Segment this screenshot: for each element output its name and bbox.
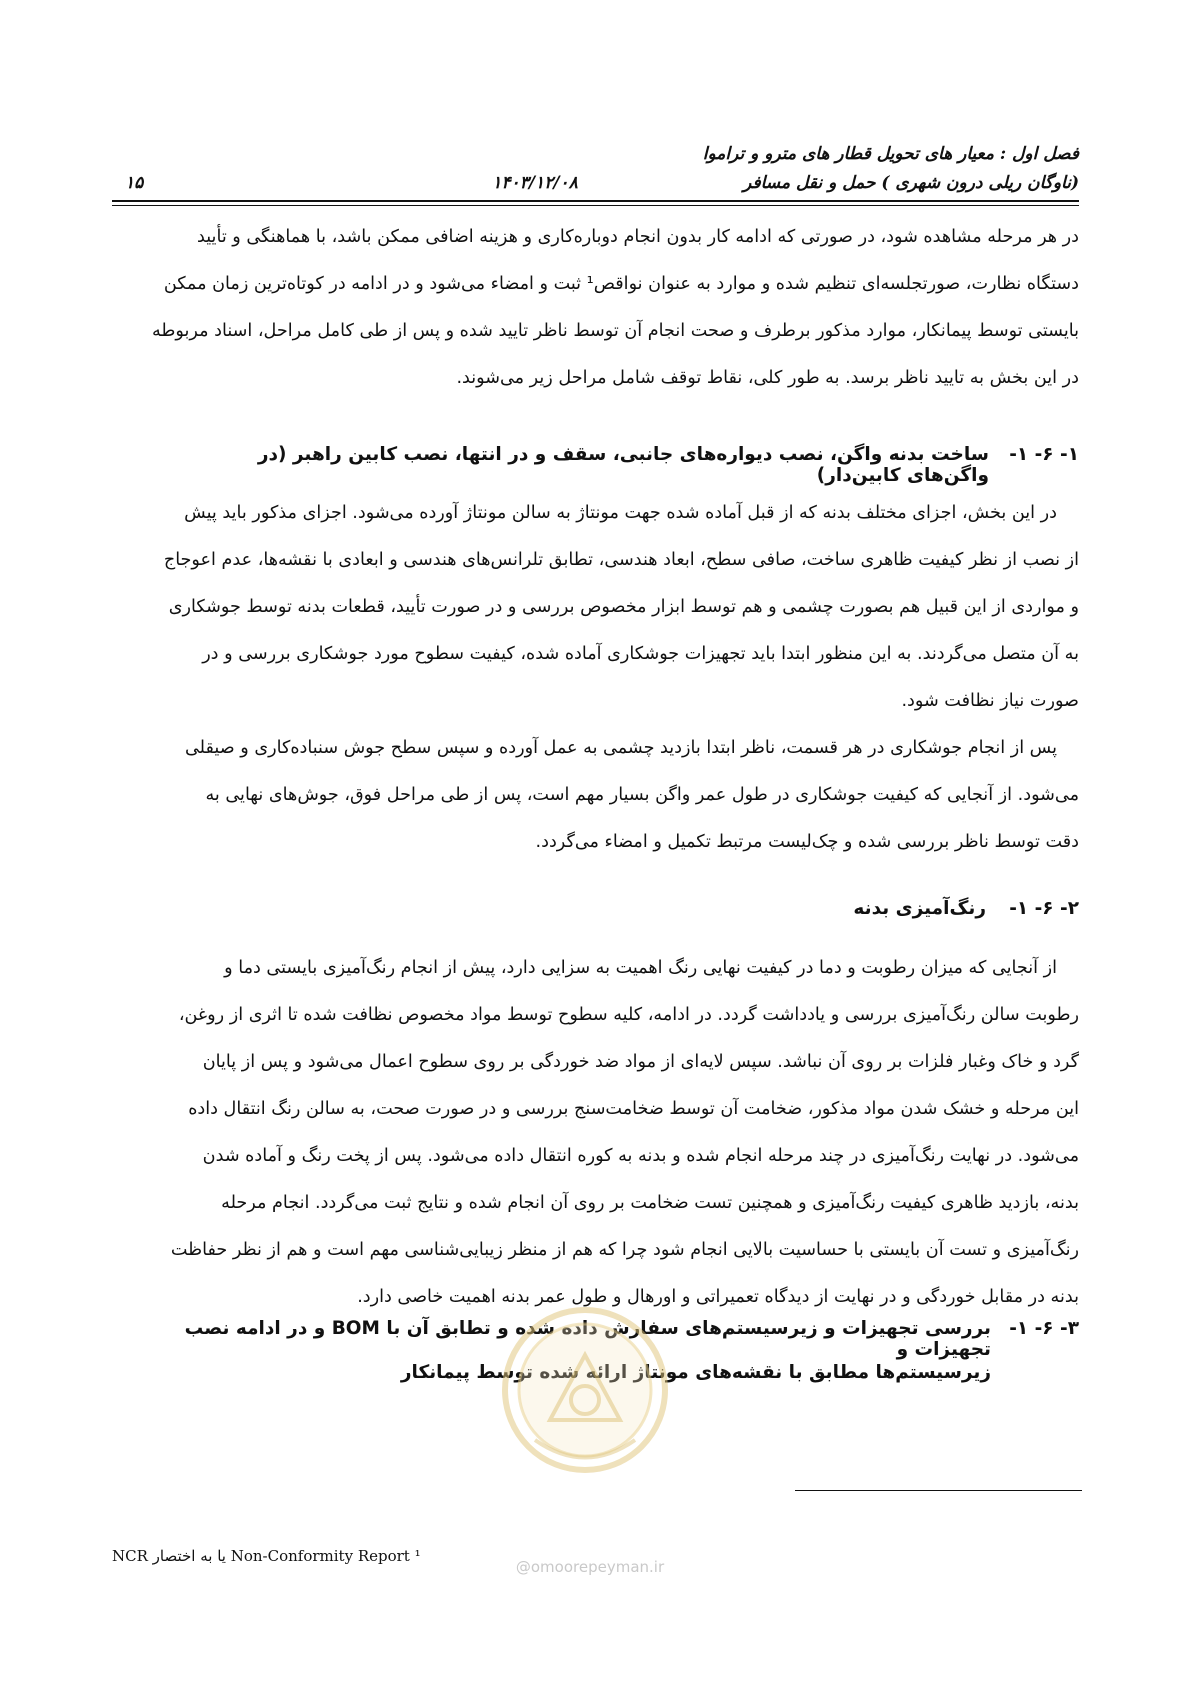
section2-para-line: می‌شود. در نهایت رنگ‌آمیزی در چند مرحله انجام شده و بدنه به کوره انتقال داده می‌شود. پس از پخت رنگ و آماده شدن [202, 1146, 1079, 1166]
chapter-title: فصل اول : معیار های تحویل قطار های مترو و تراموا [702, 144, 1079, 164]
section3-title-line2: زیرسیستم‌ها مطابق با نقشه‌های مونتاژ ارائه شده توسط پیمانکار [400, 1362, 991, 1383]
page-number: ۱۵ [125, 173, 144, 193]
intro-line: بایستی توسط پیمانکار، موارد مذکور برطرف و صحت انجام آن توسط ناظر تایید شده و پس از طی کامل مراحل، اسناد مربوطه [152, 321, 1079, 341]
section1-number: -۱ -۶ -۱ [1009, 444, 1079, 465]
chapter-subtitle: (ناوگان ریلی درون شهری ) حمل و نقل مسافر [743, 173, 1079, 193]
header-rule-bottom [112, 205, 1079, 206]
section2-title: رنگ‌آمیزی بدنه [853, 898, 986, 919]
section1-para1-line: صورت نیاز نظافت شود. [901, 691, 1079, 711]
section1-title: ساخت بدنه واگن، نصب دیواره‌های جانبی، سقف و در انتها، نصب کابین راهبر (در واگن‌های کابین‌دار) [257, 444, 989, 486]
watermark-seal-icon [495, 1300, 675, 1490]
section2-para-line: از آنجایی که میزان رطوبت و دما در کیفیت نهایی رنگ اهمیت به سزایی دارد، پیش از انجام رنگ‌آمیزی بایستی دما و [224, 958, 1057, 978]
section1-paragraph1 [112, 490, 1079, 725]
footnote-text: Non-Conformity Report یا به اختصار NCR [112, 1547, 410, 1565]
footnote-marker: ¹ [414, 1547, 421, 1565]
header-date: ۱۴۰۳/۱۲/۰۸ [492, 173, 578, 193]
section1-para2-line: پس از انجام جوشکاری در هر قسمت، ناظر ابتدا بازدید چشمی به عمل آورده و سپس سطح جوش سنباده‌کاری و صیقلی [185, 738, 1057, 758]
section2-para-line: گرد و خاک وغبار فلزات بر روی آن نباشد. سپس لایه‌ای از مواد ضد خوردگی بر روی سطوح اعمال می‌شود و پس از پایان [202, 1052, 1079, 1072]
section3-title-line1: بررسی تجهیزات و زیرسیستم‌های سفارش داده شده و تطابق آن با BOM و در ادامه نصب تجهیزات و [184, 1318, 991, 1360]
section1-paragraph2 [112, 725, 1079, 866]
section1-para2-line: دقت توسط ناظر بررسی شده و چک‌لیست مرتبط تکمیل و امضاء می‌گردد. [535, 832, 1079, 852]
section1-para2-line: می‌شود. از آنجایی که کیفیت جوشکاری در طول عمر واگن بسیار مهم است، پس از طی مراحل فوق، جوش‌های نهایی به [205, 785, 1079, 805]
section3-number: -۱ -۶ -۳ [1009, 1318, 1079, 1339]
section2-para-line: رنگ‌آمیزی و تست آن بایستی با حساسیت بالایی انجام شود چرا که هم از منظر زیبایی‌شناسی مهم است و هم از نظر حفاظت [170, 1240, 1079, 1260]
section2-para-line: رطوبت سالن رنگ‌آمیزی بررسی و یادداشت گردد. در ادامه، کلیه سطوح توسط مواد مخصوص نظافت شده تا اثری از روغن، [178, 1005, 1079, 1025]
header-rule-top [112, 200, 1079, 202]
intro-paragraph [112, 214, 1079, 402]
intro-line: در این بخش به تایید ناظر برسد. به طور کلی، نقاط توقف شامل مراحل زیر می‌شوند. [456, 368, 1079, 388]
section2-para-line: بدنه، بازدید ظاهری کیفیت رنگ‌آمیزی و همچنین تست ضخامت بر روی آن انجام شده و نتایج ثبت می‌گردد. انجام مرحله [221, 1193, 1079, 1213]
footnote-separator [795, 1490, 1082, 1491]
footnote [112, 1547, 492, 1565]
watermark-site: @omoorepeyman.ir [515, 1558, 665, 1576]
section2-para-line: این مرحله و خشک شدن مواد مذکور، ضخامت آن توسط ضخامت‌سنج بررسی و در صورت صحت، به سالن رنگ انتقال داده [188, 1099, 1079, 1119]
section1-para1-line: به آن متصل می‌گردند. به این منظور ابتدا باید تجهیزات جوشکاری آماده شده، کیفیت سطوح مورد جوشکاری بررسی و در [202, 644, 1079, 664]
intro-line: دستگاه نظارت، صورتجلسه‌ای تنظیم شده و موارد به عنوان نواقص¹ ثبت و امضاء می‌شود و در ادامه در کوتاه‌ترین زمان ممکن [163, 274, 1079, 294]
section1-para1-line: و مواردی از این قبیل هم بصورت چشمی و هم توسط ابزار مخصوص بررسی و در صورت تأیید، قطعات بدنه توسط جوشکاری [168, 597, 1079, 617]
section2-number: -۱ -۶ -۲ [1009, 898, 1079, 919]
section1-para1-line: در این بخش، اجزای مختلف بدنه که از قبل آماده شده جهت مونتاژ به سالن مونتاژ آورده می‌شود. اجزای مذکور باید پیش [184, 503, 1057, 523]
section2-para-line: بدنه در مقابل خوردگی و در نهایت از دیدگاه تعمیراتی و اورهال و طول عمر بدنه اهمیت خاصی دارد. [357, 1287, 1079, 1307]
intro-line: در هر مرحله مشاهده شود، در صورتی که ادامه کار بدون انجام دوباره‌کاری و هزینه اضافی ممکن باشد، با هماهنگی و تأیید [197, 227, 1079, 247]
section1-para1-line: از نصب از نظر کیفیت ظاهری ساخت، صافی سطح، ابعاد هندسی، تطابق تلرانس‌های هندسی و ابعادی با نقشه‌ها، عدم اعوجاج [163, 550, 1079, 570]
section2-paragraph [112, 945, 1079, 1321]
